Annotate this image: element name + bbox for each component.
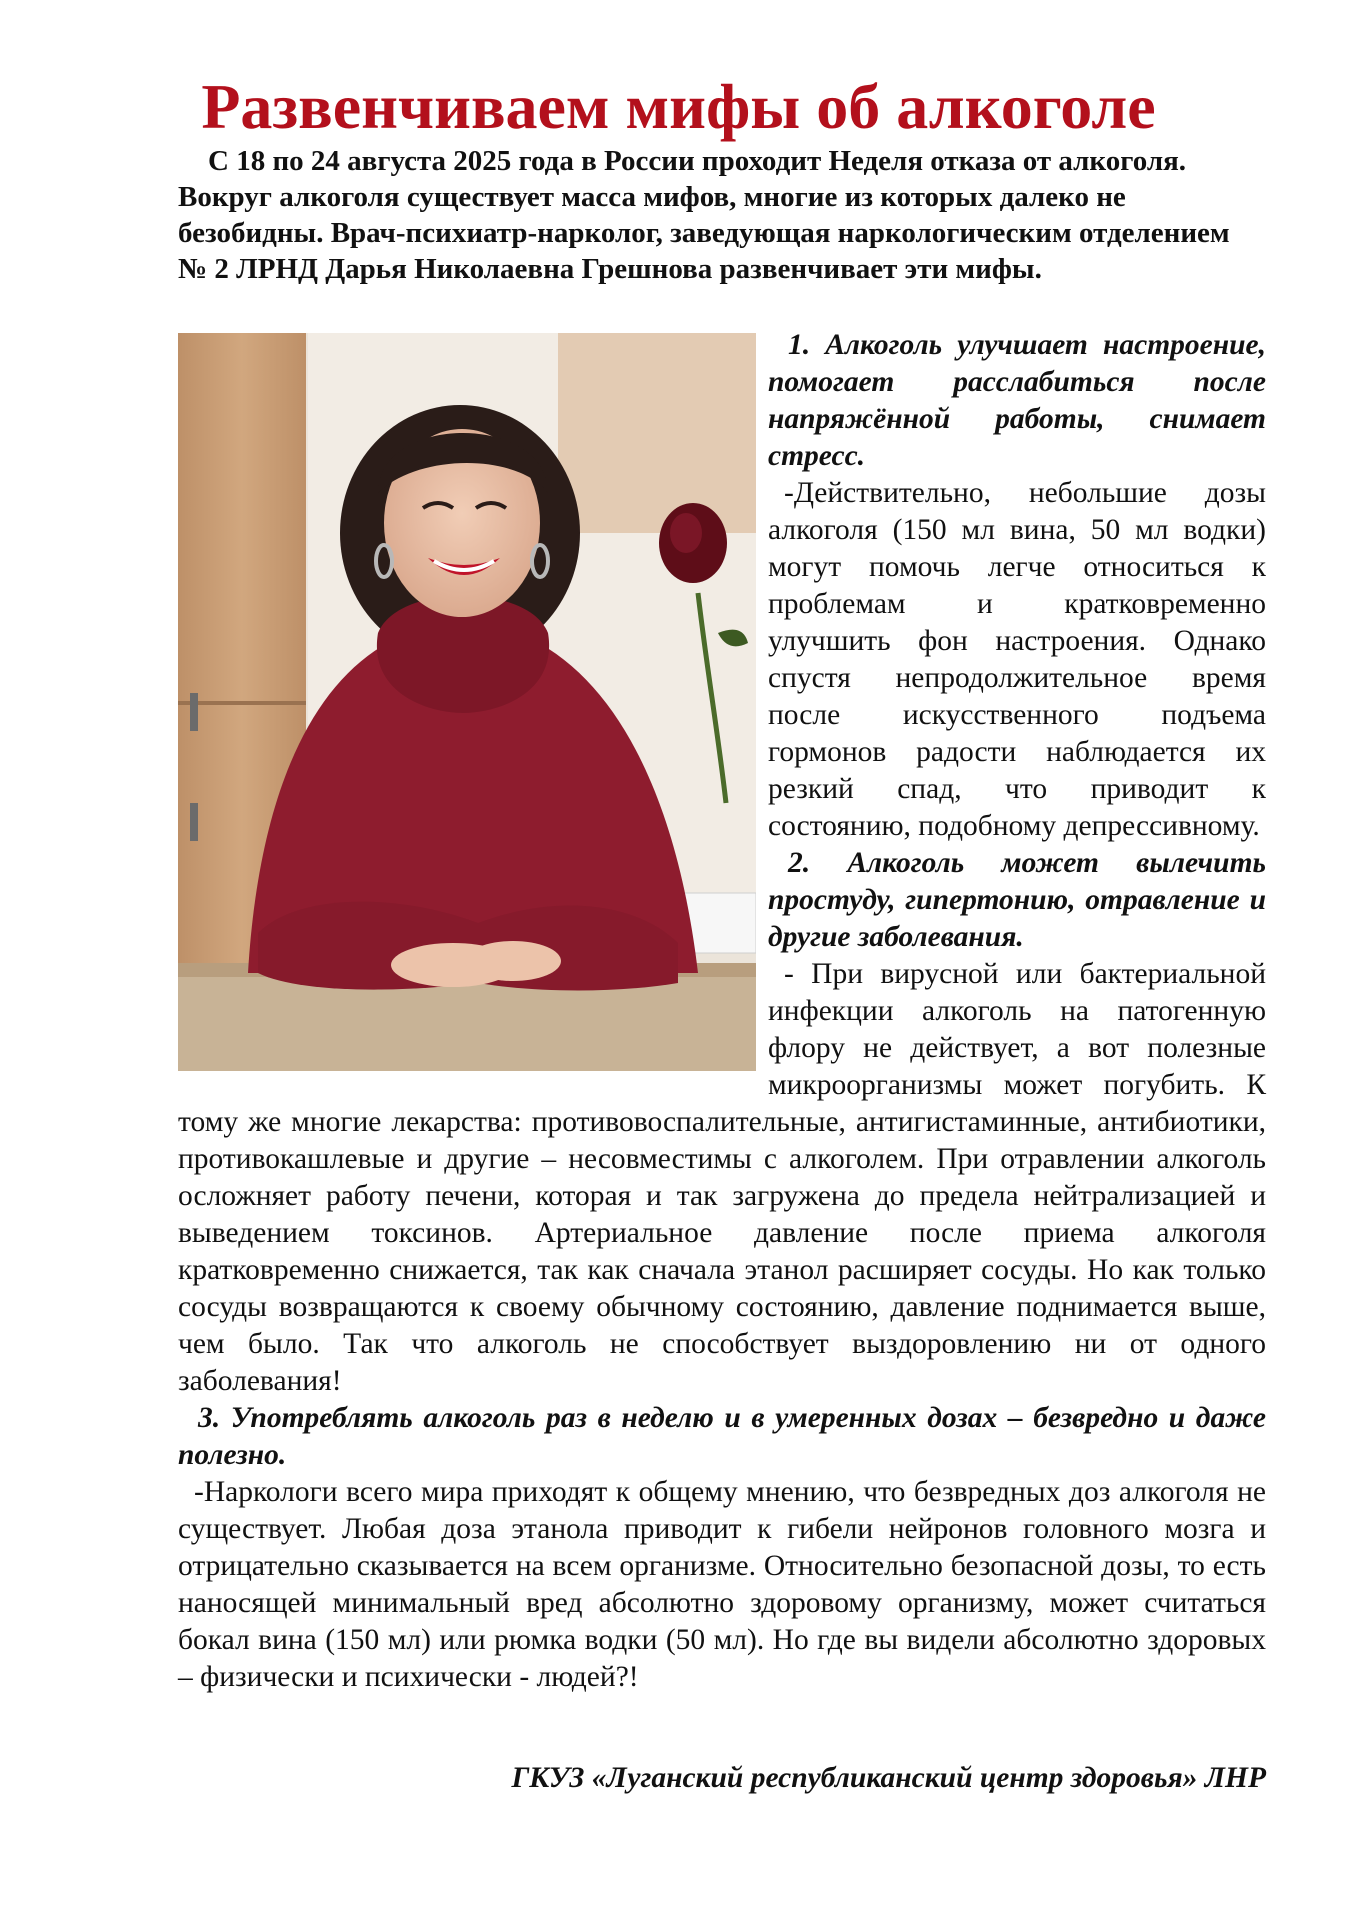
myth-3-answer: -Наркологи всего мира приходят к общему мнению, что безвредных доз алкоголя не существует. Любая доза этанола приводит к гибели нейронов головного мозга и отрицательно сказывается на всем организме. Относительно безопасной дозы, то есть наносящей минимальный вред абсолютно здоровому организму, может считаться бокал вина (150 мл) или рюмка водки (50 мл). Но где вы видели абсолютно здоровых – физически и психически - людей?!: [178, 1476, 1266, 1693]
article-body: [178, 327, 1266, 1696]
myth-2-answer: - При вирусной или бактериальной инфекции алкоголь на патогенную флору не действует, а вот полезные микроорганизмы может погубить. К тому же многие лекарства: противовоспалительные, антигистаминные, антибиотики, противокашлевые и другие – несовместимы с алкоголем. При отравлении алкоголь осложняет работу печени, которая и так загружена до предела нейтрализацией и выведением токсинов. Артериальное давление после приема алкоголя кратковременно снижается, так как сначала этанол расширяет сосуды. Но как только сосуды возвращаются к своему обычному состоянию, давление поднимается выше, чем было. Так что алкоголь не способствует выздоровлению ни от одного заболевания!: [178, 958, 1266, 1397]
myth-3-heading: 3. Употреблять алкоголь раз в неделю и в умеренных дозах – безвредно и даже полезно.: [178, 1402, 1266, 1471]
myth-1-heading: 1. Алкоголь улучшает настроение, помогает расслабиться после напряжённой работы, снимает стресс.: [768, 329, 1266, 472]
myth-2-heading: 2. Алкоголь может вылечить простуду, гипертонию, отравление и другие заболевания.: [768, 847, 1266, 953]
photo-wrap-spacer: [178, 327, 768, 1071]
page-title: Развенчиваем мифы об алкоголе: [201, 71, 1156, 142]
intro-paragraph: С 18 по 24 августа 2025 года в России проходит Неделя отказа от алкоголя. Вокруг алкоголя существует масса мифов, многие из которых далеко не безобидны. Врач-психиатр-нарколог, заведующая наркологическим отделением № 2 ЛРНД Дарья Николаевна Грешнова развенчивает эти мифы.: [178, 145, 1230, 285]
myth-1-answer: -Действительно, небольшие дозы алкоголя (150 мл вина, 50 мл водки) могут помочь легче относиться к проблемам и кратковременно улучшить фон настроения. Однако спустя непродолжительное время после искусственного подъема гормонов радости наблюдается их резкий спад, что приводит к состоянию, подобному депрессивному.: [768, 477, 1266, 842]
footer-organization: ГКУЗ «Луганский республиканский центр здоровья» ЛНР: [511, 1762, 1266, 1794]
